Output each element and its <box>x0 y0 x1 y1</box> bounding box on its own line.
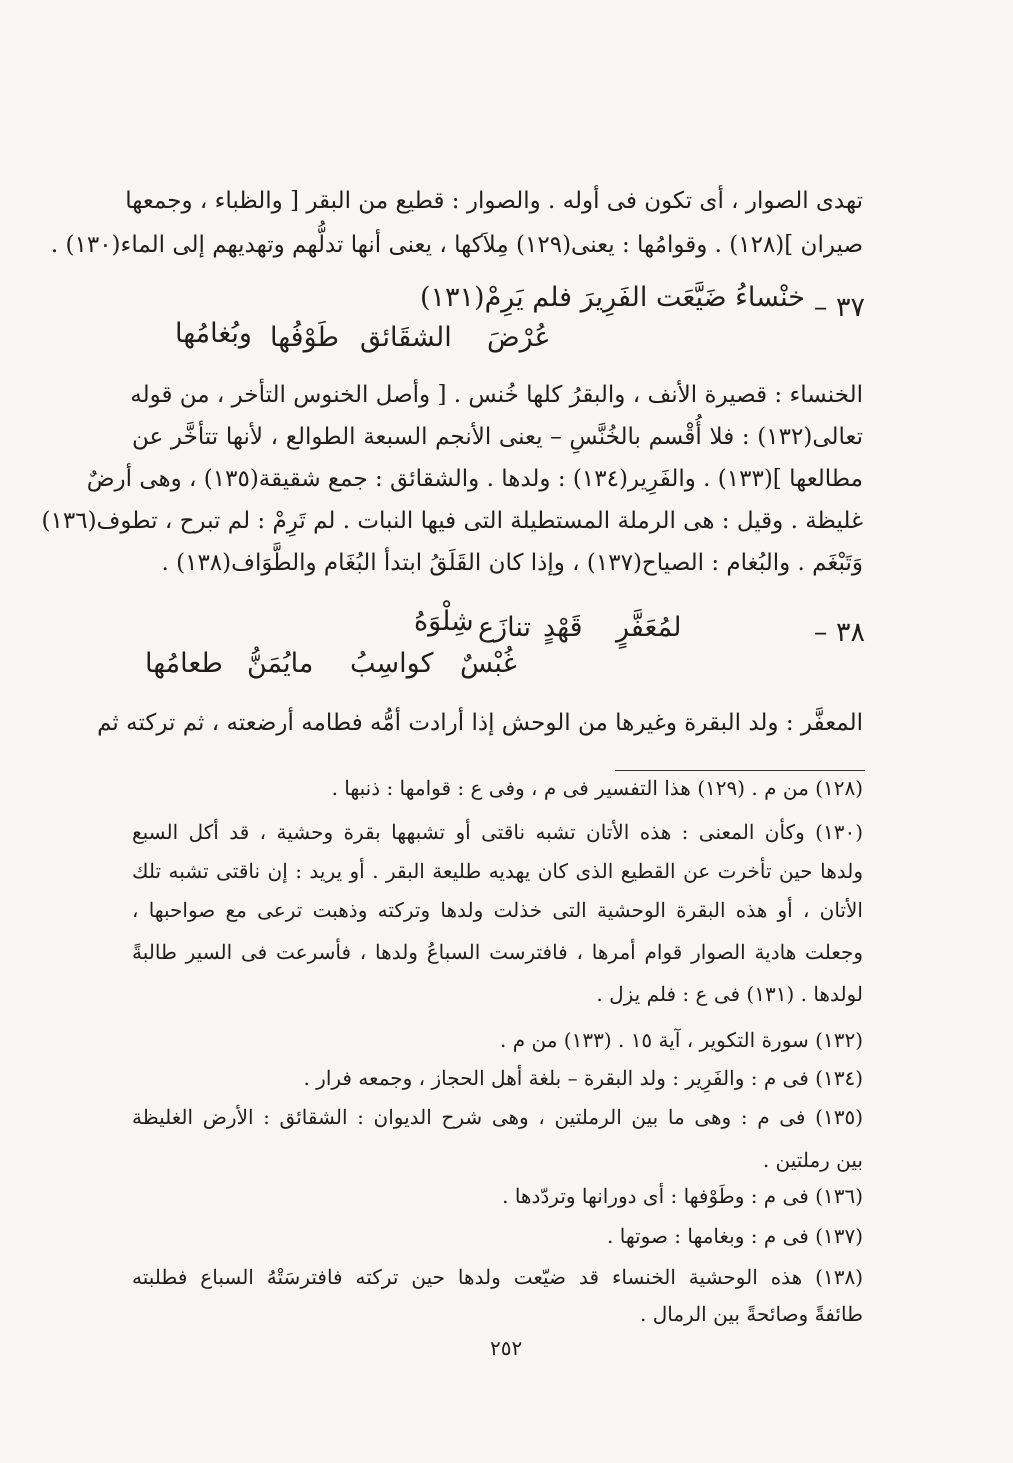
page-number: ٢٥٢ <box>490 1336 523 1360</box>
commentary-line: وَتَبْغَم . والبُغام : الصياح(١٣٧) ، وإذا كان القَلَقُ ابتدأ البُغَام والطَّوَاف(١٣٨) . <box>161 550 863 576</box>
verse-word: الشقَائق <box>360 322 452 353</box>
footnote-line: (١٣٥) فى م : وهى ما بين الرملتين ، وهى شرح الديوان : الشقائق : الأرض الغليظة <box>132 1105 863 1129</box>
verse-word: طَوْفُها <box>270 322 340 353</box>
footnote-line: (١٣٧) فى م : وبغامها : صوتها . <box>607 1224 863 1248</box>
verse-word: وبُغامُها <box>175 318 252 349</box>
footnote-line: (١٣٨) هذه الوحشية الخنساء قد ضيّعت ولدها حين تركته فافترسَتْهُ السباع فطلبته <box>132 1265 863 1289</box>
verse-word: طعامُها <box>145 648 223 679</box>
verse-word: عُرْضَ <box>487 322 551 353</box>
verse-word: تنازَع <box>478 612 532 643</box>
commentary-line: الخنساء : قصيرة الأنف ، والبقرُ كلها خُنس . [ وأصل الخنوس التأخر ، من قوله <box>130 382 863 408</box>
verse-number: ٣٨ – <box>813 617 865 648</box>
body-line: تهدى الصوار ، أى تكون فى أوله . والصوار : قطيع من البقر [ والظباء ، وجمعها <box>125 188 863 214</box>
verse-word: لمُعَفَّرٍ <box>616 612 682 643</box>
body-line: صيران ](١٢٨) . وقوامُها : يعنى(١٢٩) مِلاَكها ، يعنى أنها تدلُّهم وتهديهم إلى الماء(١٣٠) . <box>50 232 863 258</box>
footnote-line: بين رملتين . <box>762 1148 863 1172</box>
footnote-line: (١٣٢) سورة التكوير ، آية ١٥ . (١٣٣) من م . <box>500 1028 863 1052</box>
footnote-line: لولدها . (١٣١) فى ع : فلم يزل . <box>596 982 863 1006</box>
verse-word: قَهْدٍ <box>543 612 583 643</box>
commentary-line: المعفَّر : ولد البقرة وغيرها من الوحش إذا أرادت أمُّه فطامه أرضعته ، ثم تركته ثم <box>97 710 863 736</box>
commentary-line: تعالى(١٣٢) : فلا أُقْسم بالخُنَّسِ – يعنى الأنجم السبعة الطوالع ، لأنها تتأخَّر عن <box>132 424 863 450</box>
footnote-rule <box>615 770 865 771</box>
verse-word: شِلْوَهُ <box>414 606 474 637</box>
footnote-line: (١٢٨) من م . (١٢٩) هذا التفسير فى م ، وفى ع : قوامها : ذنبها . <box>331 776 863 800</box>
footnote-line: (١٣٤) فى م : والفَرِير : ولد البقرة – بلغة أهل الحجاز ، وجمعه فرار . <box>303 1066 863 1090</box>
footnote-line: (١٣٠) وكأن المعنى : هذه الأتان تشبه ناقتى أو تشبهها بقرة وحشية ، قد أكل السبع <box>132 820 863 844</box>
verse-hemistich-first: خنْساءُ ضَيَّعَت الفَرِيرَ فلم يَرِمْ(١٣١) <box>419 282 805 313</box>
footnote-line: الأتان ، أو هذه البقرة الوحشية التى خذلت ولدها وتركته وذهبت ترعى مع صواحبها ، <box>132 898 863 922</box>
footnote-line: طائفةً وصائحةً بين الرمال . <box>640 1302 863 1326</box>
verse-word: غُبْسٌ <box>460 648 517 679</box>
verse-word: مايُمَنُّ <box>247 648 314 679</box>
verse-number: ٣٧ – <box>813 292 865 323</box>
commentary-line: مطالعها ](١٣٣) . والفَرِير(١٣٤) : ولدها . والشقائق : جمع شقيقة(١٣٥) ، وهى أرضٌ <box>86 466 863 492</box>
footnote-line: (١٣٦) فى م : وطَوْفها : أى دورانها وتردّدها . <box>502 1184 863 1208</box>
commentary-line: غليظة . وقيل : هى الرملة المستطيلة التى فيها النبات . لم تَرِمْ : لم تبرح ، تطوف(١٣٦) <box>41 508 863 534</box>
footnote-line: ولدها حين تأخرت عن القطيع الذى كان يهديه طليعة البقر . أو يريد : إن ناقتى تشبه تلك <box>132 859 863 883</box>
footnote-line: وجعلت هادية الصوار قوام أمرها ، فافترست السباعُ ولدها ، فأسرعت فى السير طالبةً <box>132 940 863 964</box>
verse-word: كواسِبُ <box>350 648 434 679</box>
